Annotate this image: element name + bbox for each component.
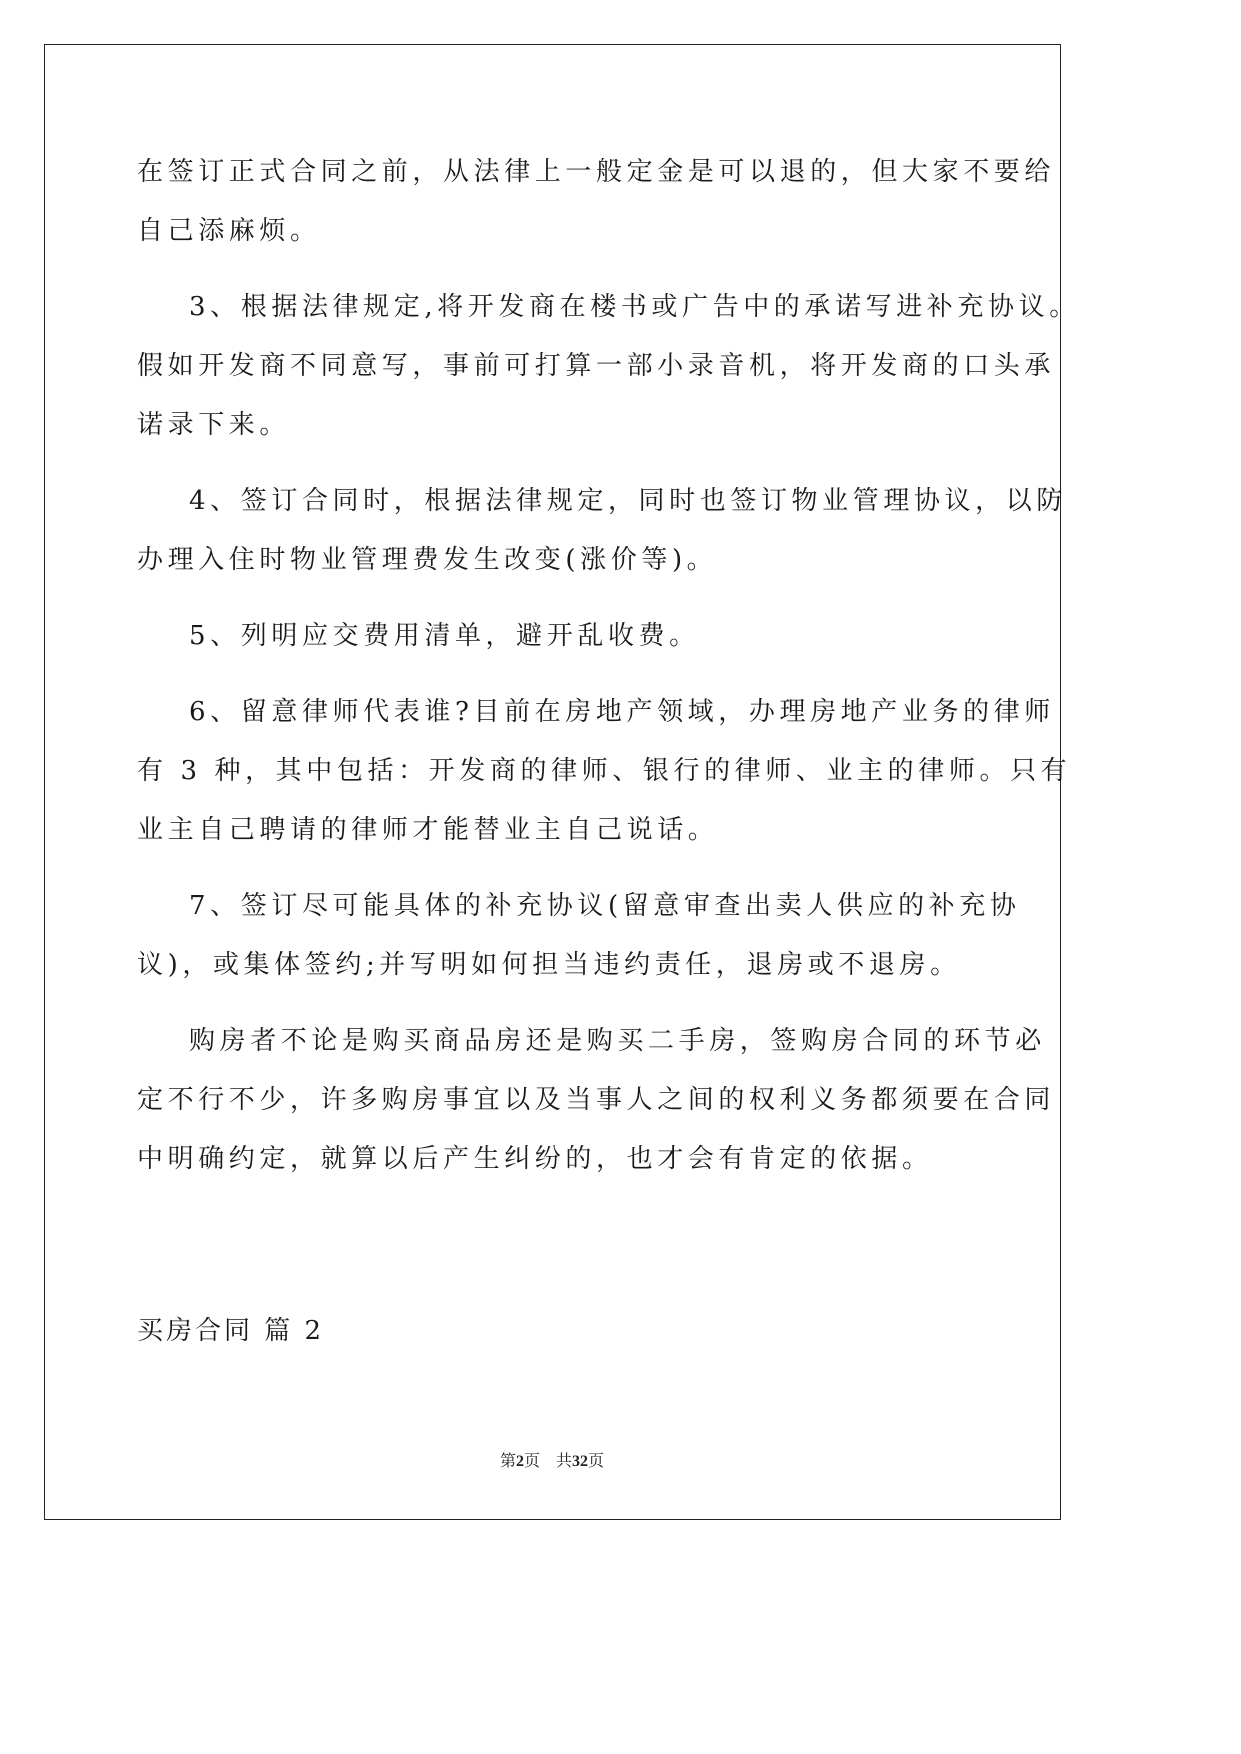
paragraph-6 bbox=[137, 877, 1021, 995]
paragraph-7 bbox=[137, 1012, 1056, 1189]
footer-total-prefix: 共 bbox=[556, 1453, 573, 1470]
text-line: 有 3 种，其中包括：开发商的律师、银行的律师、业主的律师。只有 bbox=[137, 756, 1072, 786]
text-line: 6、留意律师代表谁?目前在房地产领域，办理房地产业务的律师 bbox=[189, 697, 1055, 727]
text-line: 购房者不论是购买商品房还是购买二手房，签购房合同的环节必 bbox=[189, 1026, 1046, 1056]
text-line: 定不行不少，许多购房事宜以及当事人之间的权利义务都须要在合同 bbox=[137, 1085, 1056, 1115]
paragraph-3 bbox=[137, 472, 1067, 590]
paragraph-5 bbox=[137, 683, 1072, 860]
page-footer bbox=[0, 1448, 1104, 1471]
text-line: 4、签订合同时，根据法律规定，同时也签订物业管理协议，以防 bbox=[189, 486, 1067, 516]
text-line: 议)，或集体签约;并写明如何担当违约责任，退房或不退房。 bbox=[137, 950, 961, 980]
current-page-number: 2 bbox=[515, 1453, 524, 1470]
footer-prefix: 第 bbox=[499, 1453, 516, 1470]
text-line: 中明确约定，就算以后产生纠纷的，也才会有肯定的依据。 bbox=[137, 1144, 933, 1174]
text-line: 办理入住时物业管理费发生改变(涨价等)。 bbox=[137, 545, 718, 575]
text-line: 3、根据法律规定,将开发商在楼书或广告中的承诺写进补充协议。 bbox=[189, 292, 1080, 322]
text-line: 在签订正式合同之前，从法律上一般定金是可以退的，但大家不要给 bbox=[137, 157, 1056, 187]
total-page-count: 32 bbox=[572, 1453, 589, 1470]
text-line: 业主自己聘请的律师才能替业主自己说话。 bbox=[137, 815, 719, 845]
text-line: 假如开发商不同意写，事前可打算一部小录音机，将开发商的口头承 bbox=[137, 351, 1056, 381]
text-line: 自己添麻烦。 bbox=[137, 216, 321, 246]
text-line: 7、签订尽可能具体的补充协议(留意审查出卖人供应的补充协 bbox=[189, 891, 1021, 921]
paragraph-4 bbox=[137, 607, 977, 666]
paragraph-1 bbox=[137, 143, 1056, 261]
text-line: 5、列明应交费用清单，避开乱收费。 bbox=[189, 621, 700, 651]
footer-total-suffix: 页 bbox=[588, 1453, 605, 1470]
text-line: 诺录下来。 bbox=[137, 410, 291, 440]
footer-page-suffix: 页 bbox=[523, 1453, 540, 1470]
document-body bbox=[137, 143, 1080, 1206]
paragraph-2 bbox=[137, 278, 1080, 455]
section-heading: 买房合同 篇 2 bbox=[137, 1316, 325, 1346]
